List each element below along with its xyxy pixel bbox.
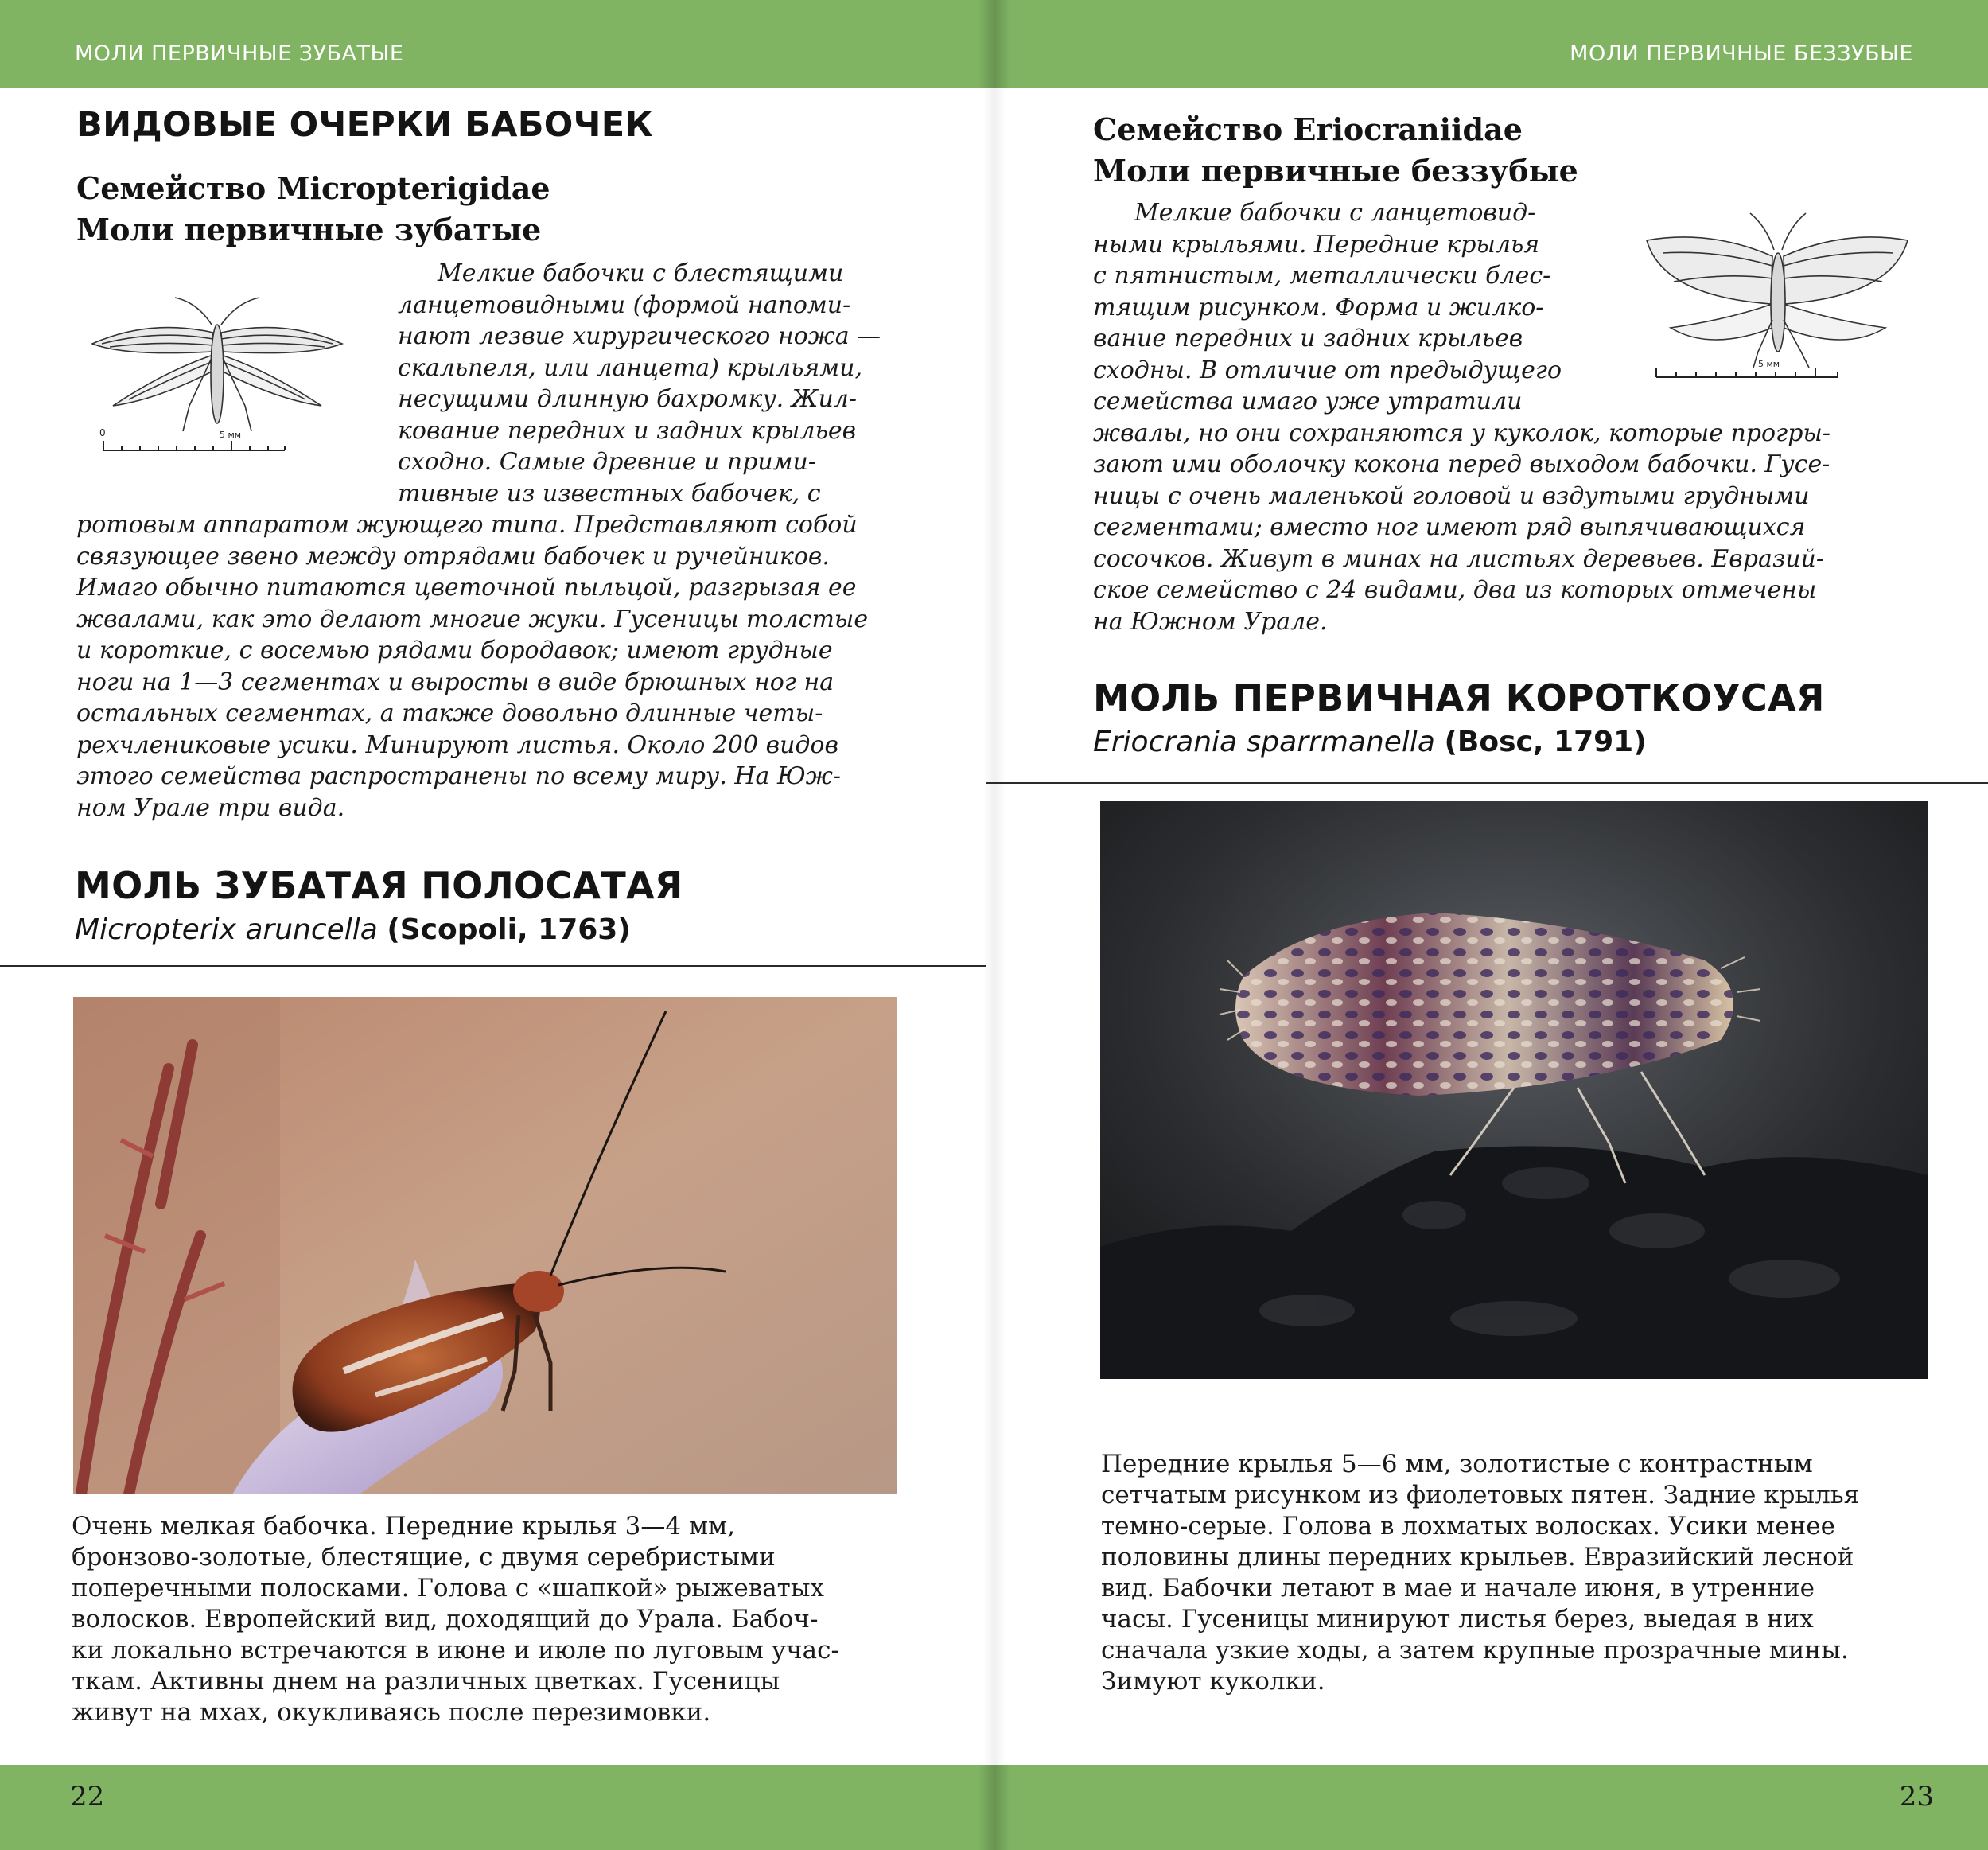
- text-line: ном Урале три вида.: [76, 793, 345, 822]
- text-line: бронзово-золотые, блестящие, с двумя серебристыми: [72, 1543, 776, 1572]
- text-line: сначала узкие ходы, а затем крупные прозрачные мины.: [1101, 1636, 1849, 1665]
- text-line: Мелкие бабочки с ланцетовид-: [1134, 199, 1536, 227]
- section-title: ВИДОВЫЕ ОЧЕРКИ БАБОЧЕК: [76, 105, 653, 145]
- bottom-band: [0, 1765, 1988, 1850]
- species-name-left: МОЛЬ ЗУБАТАЯ ПОЛОСАТАЯ: [75, 864, 683, 907]
- text-line: сосочков. Живут в минах на листьях деревьев. Евразий-: [1093, 544, 1824, 573]
- running-head-left: МОЛИ ПЕРВИЧНЫЕ ЗУБАТЫЕ: [75, 41, 404, 66]
- micropterix-photo: [73, 997, 897, 1494]
- scale-zero-label: 0: [99, 427, 106, 438]
- scale-five-label: 5 мм: [220, 430, 242, 440]
- text-line: вид. Бабочки летают в мае и начале июня, в утренние: [1101, 1574, 1815, 1603]
- text-line: вание передних и задних крыльев: [1093, 325, 1523, 352]
- text-line: жвалы, но они сохраняются у куколок, которые прогры-: [1093, 419, 1830, 447]
- text-line: ткам. Активны днем на различных цветках. Гусеницы: [72, 1667, 780, 1696]
- text-line: поперечными полосками. Голова с «шапкой» рыжеватых: [72, 1574, 824, 1603]
- text-line: ланцетовидными (формой напоми-: [398, 290, 851, 319]
- text-line: и короткие, с восемью рядами бородавок; имеют грудные: [76, 637, 833, 664]
- text-line: связующее звено между отрядами бабочек и ручейников.: [76, 542, 830, 571]
- text-line: ки локально встречаются в июне и июле по луговым учас-: [72, 1636, 839, 1665]
- text-line: ницы с очень маленькой головой и вздутыми грудными: [1093, 481, 1810, 510]
- species-description-left: [72, 1511, 899, 1728]
- species-description-right: [1101, 1449, 1928, 1697]
- text-line: этого семейства распространены по всему миру. На Юж-: [76, 762, 842, 790]
- species-rule-right: [986, 782, 1988, 784]
- species-binomial: Micropterix aruncella: [75, 913, 378, 946]
- species-author: (Scopoli, 1763): [387, 913, 631, 946]
- text-line: скальпеля, или ланцета) крыльями,: [398, 353, 863, 382]
- text-line: жвалами, как это делают многие жуки. Гусеницы толстые: [76, 605, 869, 633]
- gutter-shadow: [978, 0, 1010, 88]
- page-number-left: 22: [70, 1781, 105, 1813]
- text-line: ротовым аппаратом жующего типа. Представляют собой: [76, 511, 858, 539]
- family-russian-left: Моли первичные зубатые: [76, 212, 542, 247]
- text-line: кование передних и задних крыльев: [398, 416, 857, 445]
- text-line: Мелкие бабочки с блестящими: [438, 259, 844, 287]
- family-latin-right: Семейство Eriocraniidae: [1093, 111, 1523, 147]
- text-line: остальных сегментах, а также довольно длинные четы-: [76, 699, 823, 727]
- text-line: живут на мхах, окукливаясь после перезимовки.: [72, 1698, 711, 1727]
- text-line: тивные из известных бабочек, с: [398, 479, 821, 508]
- species-latin-left: [75, 913, 631, 946]
- running-head-right: МОЛИ ПЕРВИЧНЫЕ БЕЗЗУБЫЕ: [1570, 41, 1913, 66]
- text-line: Зимуют куколки.: [1101, 1667, 1325, 1696]
- family-description-right: [1093, 197, 1920, 637]
- text-line: тящим рисунком. Форма и жилко-: [1093, 293, 1544, 321]
- text-line: темно-серые. Голова в лохматых волосках. Усики менее: [1101, 1512, 1835, 1540]
- text-line: сходны. В отличие от предыдущего: [1093, 356, 1562, 384]
- eriocrania-photo: [1100, 801, 1928, 1379]
- text-line: ское семейство с 24 видами, два из которых отмечены: [1093, 576, 1817, 604]
- text-line: Очень мелкая бабочка. Передние крылья 3—4 мм,: [72, 1512, 736, 1540]
- text-line: сетчатым рисунком из фиолетовых пятен. Задние крылья: [1101, 1481, 1860, 1509]
- text-line: Передние крылья 5—6 мм, золотистые с контрастным: [1101, 1450, 1813, 1478]
- text-line: половины длины передних крыльев. Евразийский лесной: [1101, 1543, 1854, 1572]
- family-russian-right: Моли первичные беззубые: [1093, 153, 1578, 189]
- page-gutter: [983, 88, 1006, 1765]
- text-line: рехчлениковые усики. Минируют листья. Около 200 видов: [76, 730, 838, 759]
- text-line: семейства имаго уже утратили: [1093, 388, 1523, 415]
- text-line: ными крыльями. Передние крылья: [1093, 230, 1540, 259]
- species-binomial: Eriocrania sparrmanella: [1093, 726, 1435, 758]
- text-line: сходно. Самые древние и прими-: [398, 448, 816, 476]
- species-name-right: МОЛЬ ПЕРВИЧНАЯ КОРОТКОУСАЯ: [1093, 676, 1825, 719]
- text-line: на Южном Урале.: [1093, 607, 1328, 636]
- family-description-left: [76, 258, 904, 824]
- page-number-right: 23: [1899, 1781, 1934, 1813]
- gutter-shadow: [978, 1765, 1010, 1850]
- text-line: сегментами; вместо ног имеют ряд выпячивающихся: [1093, 513, 1806, 541]
- text-line: часы. Гусеницы минируют листья берез, выедая в них: [1101, 1605, 1814, 1634]
- species-author: (Bosc, 1791): [1444, 726, 1647, 758]
- text-line: нают лезвие хирургического ножа —: [398, 322, 881, 350]
- species-latin-right: [1093, 726, 1647, 758]
- text-line: волосков. Европейский вид, доходящий до Урала. Бабоч-: [72, 1605, 819, 1634]
- text-line: зают ими оболочку кокона перед выходом бабочки. Гусе-: [1093, 450, 1830, 478]
- top-band: [0, 0, 1988, 88]
- text-line: ноги на 1—3 сегментах и выросты в виде брюшных ног на: [76, 668, 834, 696]
- species-rule-left: [0, 965, 986, 967]
- text-line: Имаго обычно питаются цветочной пыльцой, разгрызая ее: [76, 574, 857, 602]
- family-latin-left: Семейство Micropterigidae: [76, 170, 550, 206]
- scale-five-label: 5 мм: [1758, 359, 1780, 369]
- text-line: с пятнистым, металлически блес-: [1093, 262, 1551, 290]
- text-line: несущими длинную бахромку. Жил-: [398, 385, 858, 413]
